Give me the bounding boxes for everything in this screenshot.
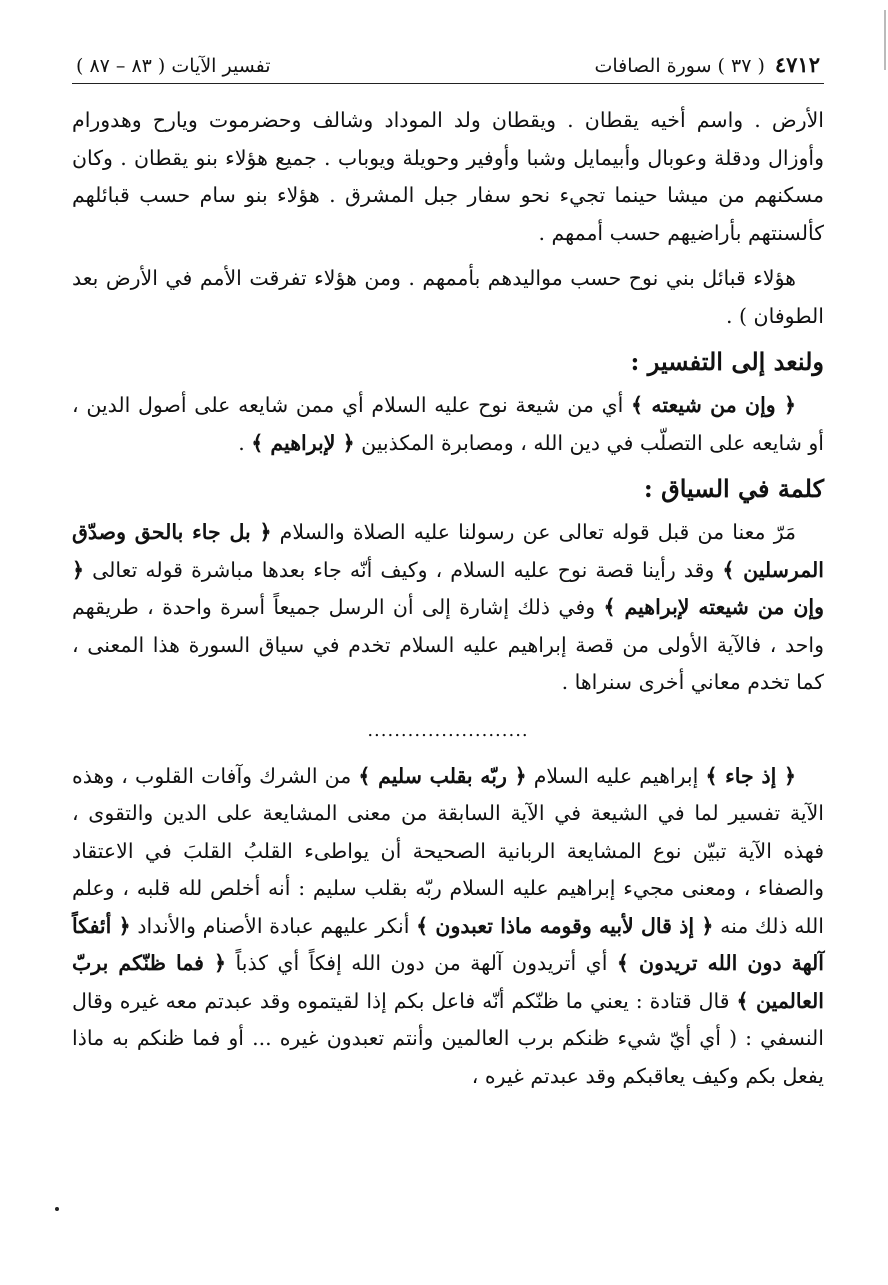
quran-quote: ﴿ ربّه بقلب سليم ﴾ [358, 763, 527, 788]
text-run: أي من شيعة نوح عليه السلام أي ممن شايعه على أصول الدين ، أو شايعه على التصلّب في دين الله ، ومصابرة المكذبين [72, 393, 824, 455]
paragraph-2: هؤلاء قبائل بني نوح حسب مواليدهم بأممهم . ومن هؤلاء تفرقت الأمم في الأرض بعد الطوفان ) . [72, 266, 824, 328]
text-run: إبراهيم عليه السلام [526, 763, 706, 788]
section-title: تفسير الآيات ( ٨٣ – ٨٧ ) [76, 55, 271, 77]
paragraph-5 [72, 758, 824, 1096]
heading-context: كلمة في السياق : [643, 474, 824, 503]
page-number: ٤٧١٢ [774, 52, 820, 77]
text-run: قال قتادة : يعني ما ظنّكم أنّه فاعل بكم إذا لقيتموه وقد عبدتم معه غيره وقال النسفي : ( أي أيّ شيء ظنكم برب العالمين وأنتم تعبدون غيره ... أو فما ظنكم به ماذا يفعل بكم وكيف يعاقبكم وقد عبدتم غيره ، [72, 988, 824, 1088]
text-run: من الشرك وآفات القلوب ، وهذه الآية تفسير لما في الشيعة في الآية السابقة من معنى المشايعة على الدين والتقوى ، فهذه الآية تبيّن نوع المشايعة الربانية الصحيحة أن يواطىء القلبُ القلبَ في الاعتقاد والصفاء ، ومعنى مجيء إبراهيم عليه السلام ربّه بقلب سليم : أنه أخلص لله قلبه ، وعلم الله ذلك منه [72, 763, 824, 938]
margin-dot [55, 1207, 59, 1211]
text-run: أي أتريدون آلهة من دون الله إفكاً أي كذباً [226, 951, 617, 975]
paragraph-4 [72, 514, 824, 702]
page-edge-line [884, 10, 886, 70]
quran-quote: ﴿ إذ قال لأبيه وقومه ماذا تعبدون ﴾ [416, 913, 714, 938]
quran-quote: ﴿ إذ جاء ﴾ [705, 763, 796, 788]
surah-title: ( ٣٧ ) سورة الصافات [594, 55, 765, 77]
text-run: وفي ذلك إشارة إلى أن الرسل جميعاً أسرة واحدة ، طريقهم واحد ، فالآية الأولى من قصة إبراهيم عليه السلام تخدم في سياق السورة هذا المعنى ، كما تخدم معاني أخرى سنراها . [72, 595, 824, 694]
running-header [72, 44, 824, 84]
quran-quote: ﴿ فما ظنّكم بربّ العالمين ﴾ [72, 951, 824, 1013]
paragraph-3 [72, 387, 824, 462]
text-run: أنكر عليهم عبادة الأصنام والأنداد [130, 913, 417, 938]
quran-quote: ﴿ أئفكاً آلهة دون الله تريدون ﴾ [72, 913, 824, 975]
dotted-separator: ........................ [367, 719, 529, 741]
heading-tafsir: ولنعد إلى التفسير : [630, 347, 824, 376]
text-run: . [238, 430, 252, 455]
header-right [595, 52, 821, 77]
book-page [72, 44, 824, 1244]
paragraph-1: الأرض . واسم أخيه يقطان . ويقطان ولد الموداد وشالف وحضرموت ويارح وهدورام وأوزال ودقلة وعوبال وأبيمايل وشبا وأوفير وحويلة ويوباب . جميع هؤلاء بنو يقطان . وكان مسكنهم من ميشا حينما تجيء نحو سفار جبل المشرق . هؤلاء بنو سام حسب قبائلهم كألسنتهم بأراضيهم حسب أممهم . [72, 108, 824, 245]
quran-quote: ﴿ وإن من شيعته ﴾ [631, 393, 796, 417]
quran-quote: ﴿ بل جاء بالحق وصدّق المرسلين ﴾ [72, 520, 824, 582]
text-run: مَرّ معنا من قبل قوله تعالى عن رسولنا عليه الصلاة والسلام [271, 520, 796, 544]
page-content [72, 84, 824, 1095]
quran-quote: ﴿ وإن من شيعته لإبراهيم ﴾ [72, 557, 824, 619]
text-run: وقد رأينا قصة نوح عليه السلام ، وكيف أنّه جاء بعدها مباشرة قوله تعالى [84, 557, 723, 582]
quran-quote: ﴿ لإبراهيم ﴾ [251, 430, 355, 455]
